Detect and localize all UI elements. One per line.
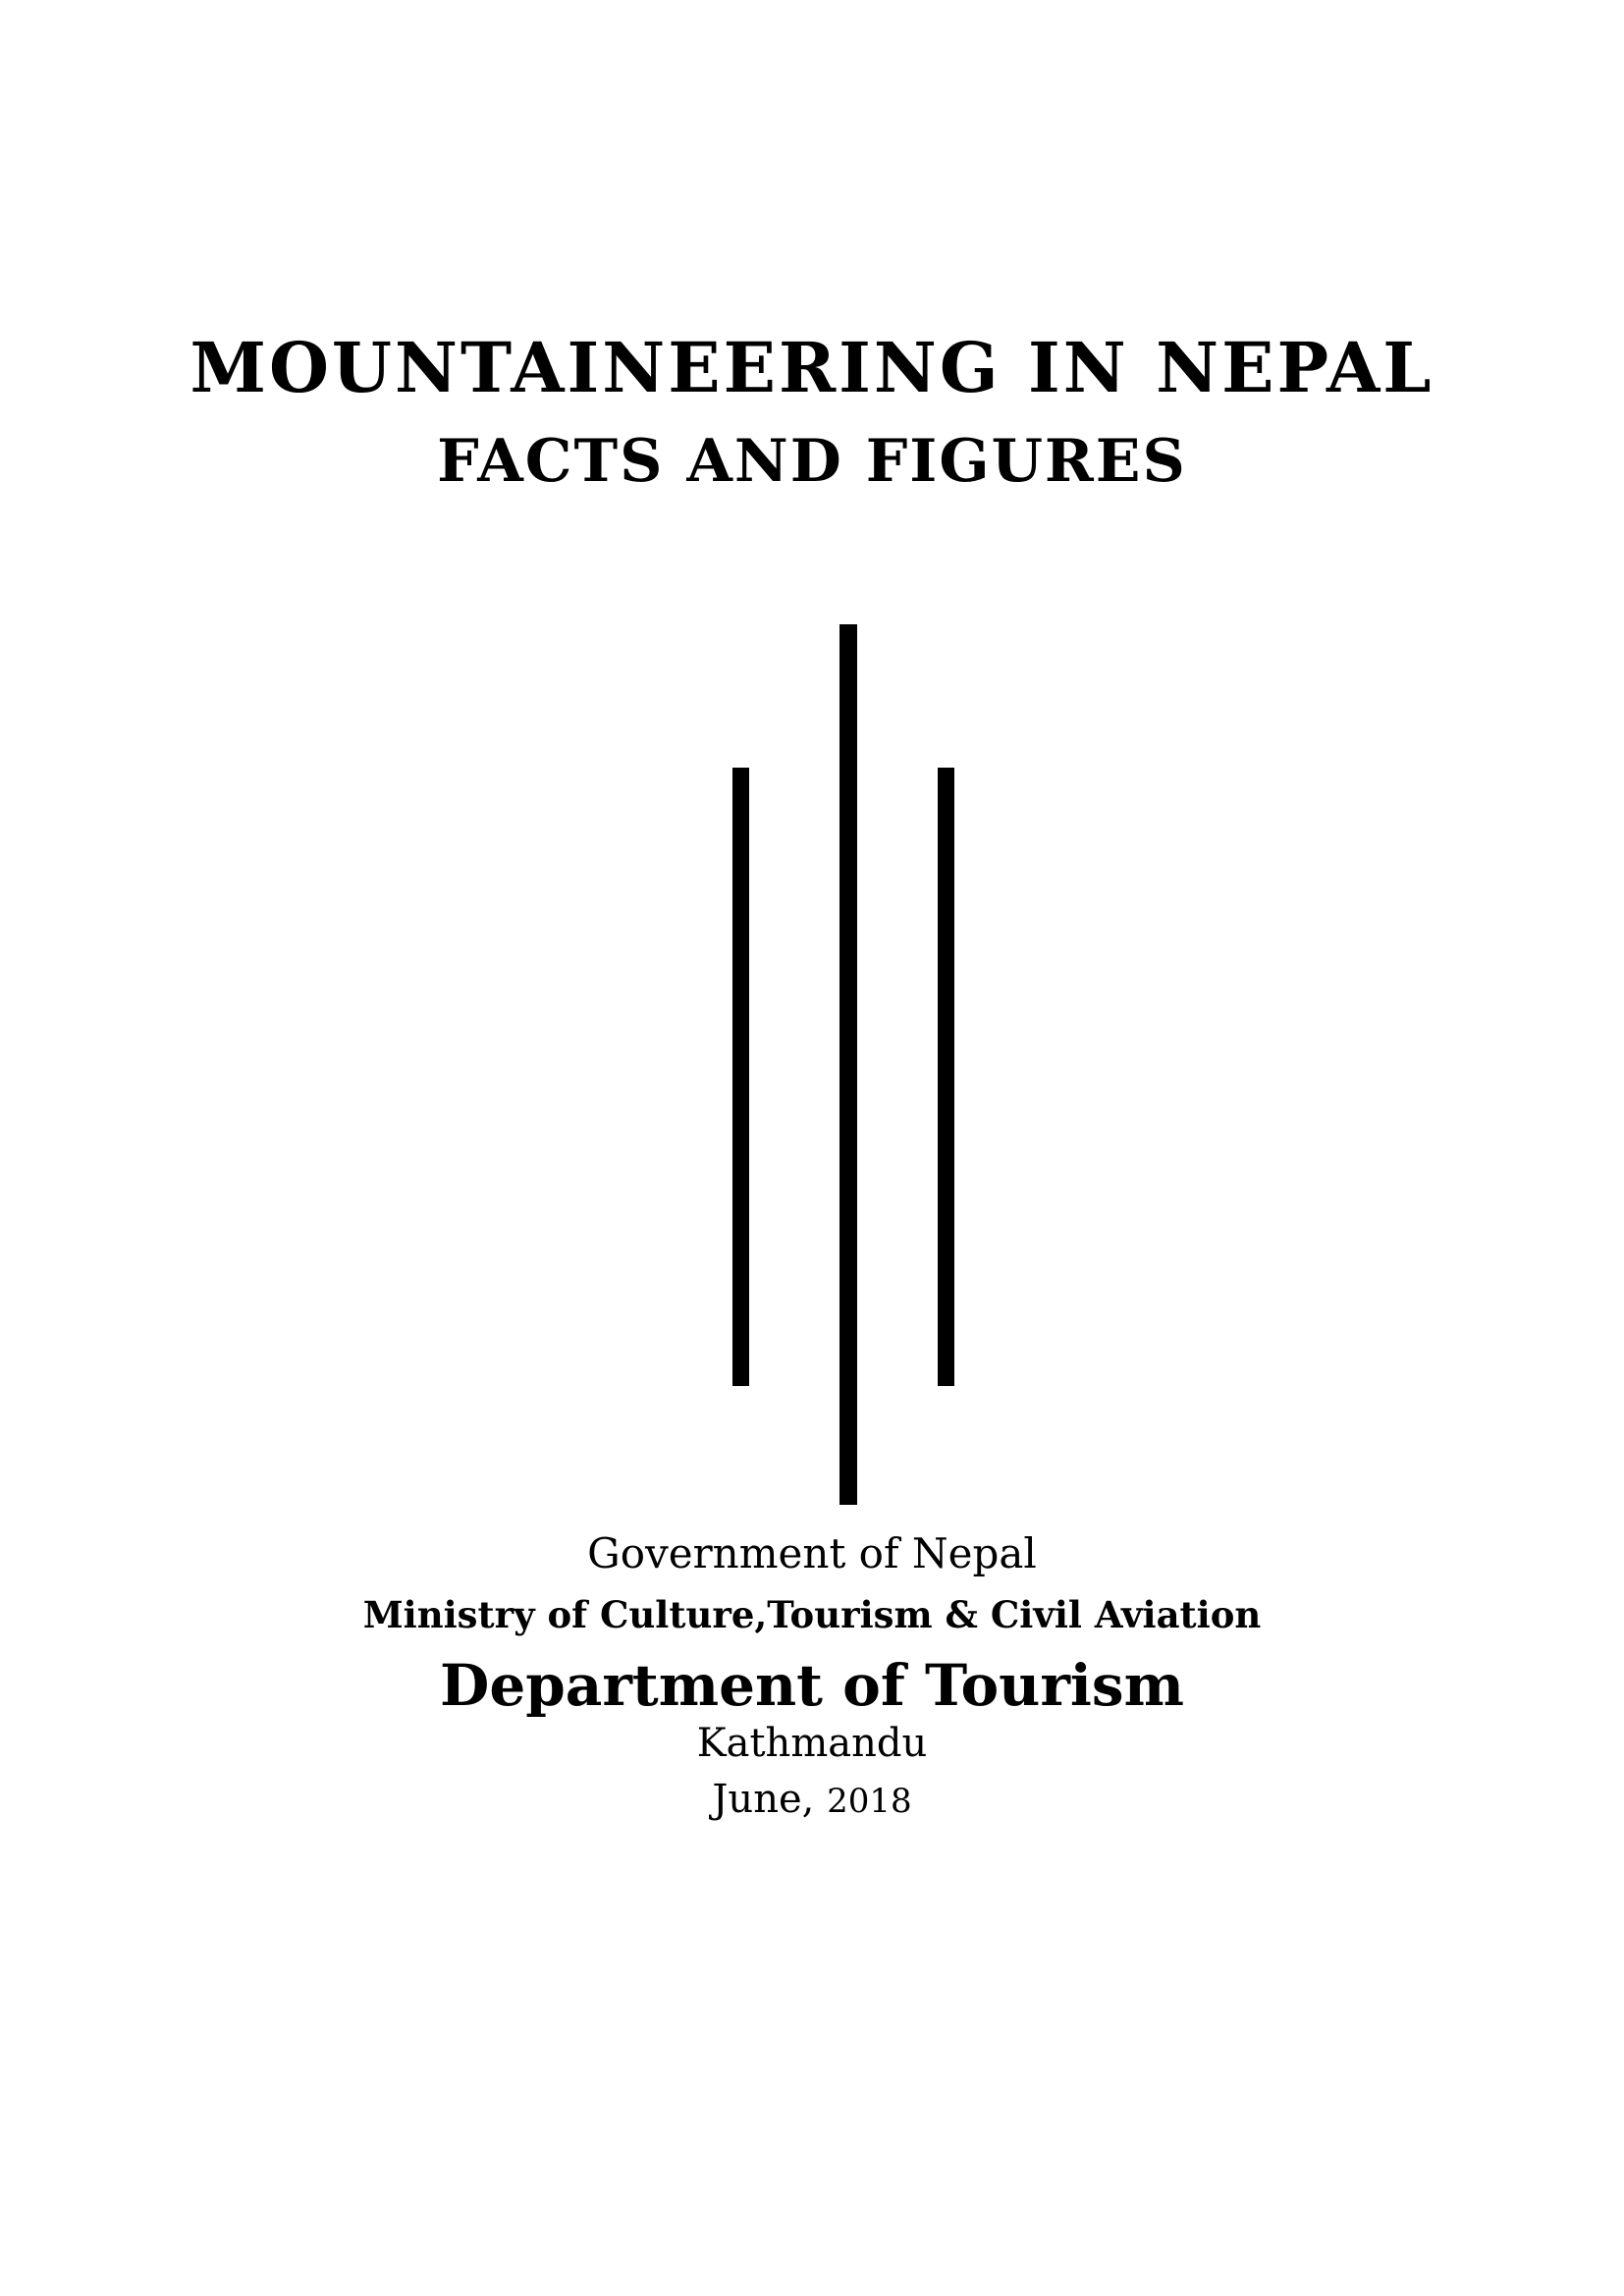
publication-month: June,: [712, 1777, 815, 1822]
left-bar: [732, 768, 749, 1386]
government-name: Government of Nepal: [587, 1529, 1037, 1577]
publication-year: 2018: [827, 1782, 912, 1821]
publication-date: [0, 1777, 1624, 1822]
city-name: Kathmandu: [696, 1721, 928, 1766]
ministry-name: Ministry of Culture,Tourism & Civil Aviation: [362, 1593, 1262, 1636]
department-name: Department of Tourism: [440, 1652, 1184, 1719]
cover-subtitle: FACTS AND FIGURES: [437, 427, 1187, 496]
cover-title: MOUNTAINEERING IN NEPAL: [189, 327, 1435, 408]
center-bar: [839, 624, 857, 1505]
right-bar: [938, 768, 954, 1386]
